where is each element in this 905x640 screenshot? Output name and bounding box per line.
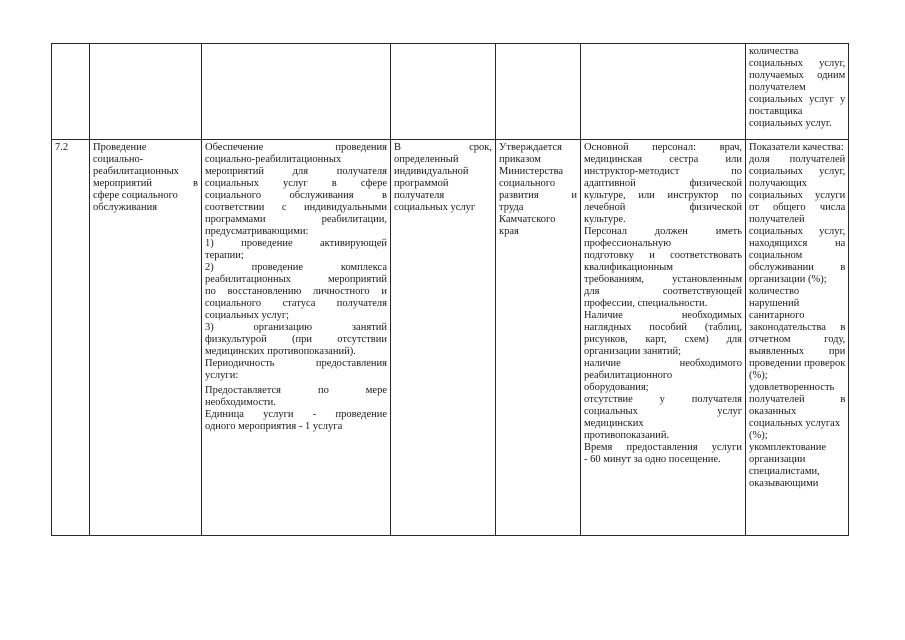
text-line: получаемых одним <box>749 70 846 81</box>
row-number: 7.2 <box>55 142 69 153</box>
text-line: 3) организацию занятий <box>205 322 387 333</box>
cell-number-empty <box>52 44 90 140</box>
text-line: - 60 минут за одно посещение. <box>584 454 721 465</box>
text-line: лечебной физической <box>584 202 742 213</box>
text-line: оборудования; <box>584 382 649 393</box>
cell-term-empty <box>391 44 496 140</box>
cell-indicators <box>746 140 849 536</box>
text-line: социальных услуг. <box>749 118 832 129</box>
text-line: 2) проведение комплекса <box>205 262 387 273</box>
text-line: индивидуальной <box>394 166 469 177</box>
text-line: от общего числа <box>749 202 846 213</box>
text-line: по восстановлению личностного и <box>205 286 387 297</box>
text-line: профессии, специальности. <box>584 298 708 309</box>
text-line: обслуживании в <box>749 262 846 273</box>
text-line: социального обслуживания в <box>205 190 387 201</box>
text-line: законодательства в <box>749 322 846 333</box>
text-line: медицинская сестра или <box>584 154 742 165</box>
text-line: получателей в <box>749 394 846 405</box>
text-line: труда <box>499 202 524 213</box>
text-line: доля получателей <box>749 154 846 165</box>
text-line: сфере социального <box>93 190 178 201</box>
text-line: профессиональную <box>584 238 672 249</box>
text-line: Время предоставления услуги <box>584 442 742 453</box>
text-line: социальных услуг, <box>749 226 846 237</box>
text-line: находящихся на <box>749 238 846 249</box>
cell-number <box>52 140 90 536</box>
text-line: реабилитационных <box>93 166 179 177</box>
text-line: получающих <box>749 178 807 189</box>
text-line: выявленных при <box>749 346 846 357</box>
text-line: адаптивной физической <box>584 178 742 189</box>
table-row-7-2 <box>52 140 849 536</box>
text-line: программами реабилитации, <box>205 214 387 225</box>
text-line: мероприятий в <box>93 178 198 189</box>
text-line: квалификационным <box>584 262 673 273</box>
text-line: поставщика <box>749 106 803 117</box>
text-line: организации (%); <box>749 274 827 285</box>
cell-service-content <box>202 140 391 536</box>
text-line: Периодичность предоставления <box>205 358 387 369</box>
text-line: социальных услуг <box>394 202 476 213</box>
text-line: получателя <box>394 190 445 201</box>
text-line: Персонал должен иметь <box>584 226 742 237</box>
text-line: 1) проведение активирующей <box>205 238 387 249</box>
text-line: отсутствие у получателя <box>584 394 742 405</box>
text-line: социально- <box>93 154 144 165</box>
text-line: для соответствующей <box>584 286 742 297</box>
text-line: противопоказаний. <box>584 430 670 441</box>
text-line: Наличие необходимых <box>584 310 742 321</box>
text-line: реабилитационного <box>584 370 673 381</box>
text-line: наличие необходимого <box>584 358 742 369</box>
text-line: социальных услуг у <box>749 94 846 105</box>
text-line: (%); <box>749 430 768 441</box>
table-row-continuation <box>52 44 849 140</box>
text-line: необходимости. <box>205 397 276 408</box>
text-line: физкультурой (при отсутствии <box>205 334 387 345</box>
text-line: социальных услуг, <box>749 166 846 177</box>
text-line: социальных услуги <box>749 190 846 201</box>
text-line: программой <box>394 178 449 189</box>
text-line: отчетном году, <box>749 334 846 345</box>
text-line: социальных услуг в сфере <box>205 178 387 189</box>
text-line: культуре. <box>584 214 626 225</box>
cell-term <box>391 140 496 536</box>
cell-service-name <box>90 140 202 536</box>
text-line: одного мероприятия - 1 услуга <box>205 421 343 432</box>
cell-approval <box>496 140 581 536</box>
text-line: социальном <box>749 250 803 261</box>
text-line: развития и <box>499 190 577 201</box>
text-line: нарушений <box>749 298 800 309</box>
text-line: организации <box>749 454 806 465</box>
text-line: социального <box>499 178 556 189</box>
text-line: Предоставляется по мере <box>205 385 387 396</box>
text-line: удовлетворенность <box>749 382 835 393</box>
text-line: социального статуса получателя <box>205 298 387 309</box>
text-line: Основной персонал: врач, <box>584 142 742 153</box>
text-line: услуги: <box>205 370 239 381</box>
text-line: социальных услуг; <box>205 310 290 321</box>
text-line: Утверждается <box>499 142 562 153</box>
text-line: наглядных пособий (таблиц, <box>584 322 742 333</box>
text-line: оказывающими <box>749 478 819 489</box>
text-line: санитарного <box>749 310 805 321</box>
text-line: организации занятий; <box>584 346 681 357</box>
text-line: обслуживания <box>93 202 158 213</box>
text-line: социальных услуг, <box>749 58 846 69</box>
text-line: Единица услуги - проведение <box>205 409 387 420</box>
text-line: Проведение <box>93 142 147 153</box>
text-line: предусматривающими: <box>205 226 309 237</box>
text-line: медицинских <box>584 418 644 429</box>
text-line: Камчатского <box>499 214 556 225</box>
text-line: количества <box>749 46 799 57</box>
text-line: В срок, <box>394 142 492 153</box>
text-line: края <box>499 226 519 237</box>
text-line: социально-реабилитационных <box>205 154 342 165</box>
text-line: укомплектование <box>749 442 827 453</box>
text-line: культуре, или инструктор по <box>584 190 742 201</box>
text-line: получателей <box>749 214 805 225</box>
cell-approval-empty <box>496 44 581 140</box>
text-line: реабилитационных мероприятий <box>205 274 387 285</box>
text-line: требованиям, установленным <box>584 274 742 285</box>
text-line: медицинских противопоказаний). <box>205 346 356 357</box>
cell-service-empty <box>90 44 202 140</box>
text-line: рисунков, карт, схем) для <box>584 334 742 345</box>
text-line: Министерства <box>499 166 564 177</box>
text-line: специалистами, <box>749 466 820 477</box>
text-line: (%); <box>749 370 768 381</box>
text-line: инструктор-методист по <box>584 166 742 177</box>
text-line: количество <box>749 286 800 297</box>
cell-content-empty <box>202 44 391 140</box>
text-line: подготовку и соответствовать <box>584 250 742 261</box>
text-line: соответствии с индивидуальными <box>205 202 387 213</box>
services-table <box>51 43 849 536</box>
text-line: определенный <box>394 154 459 165</box>
cell-indicators-continued <box>746 44 849 140</box>
text-line: Обеспечение проведения <box>205 142 387 153</box>
text-line: оказанных <box>749 406 797 417</box>
cell-conditions-empty <box>581 44 746 140</box>
text-line: получателем <box>749 82 806 93</box>
cell-conditions <box>581 140 746 536</box>
text-line: терапии; <box>205 250 244 261</box>
text-line: социальных услуг <box>584 406 742 417</box>
text-line: проведении проверок <box>749 358 846 369</box>
text-line: приказом <box>499 154 541 165</box>
text-line: Показатели качества: <box>749 142 844 153</box>
text-line: мероприятий для получателя <box>205 166 387 177</box>
text-line: социальных услугах <box>749 418 841 429</box>
